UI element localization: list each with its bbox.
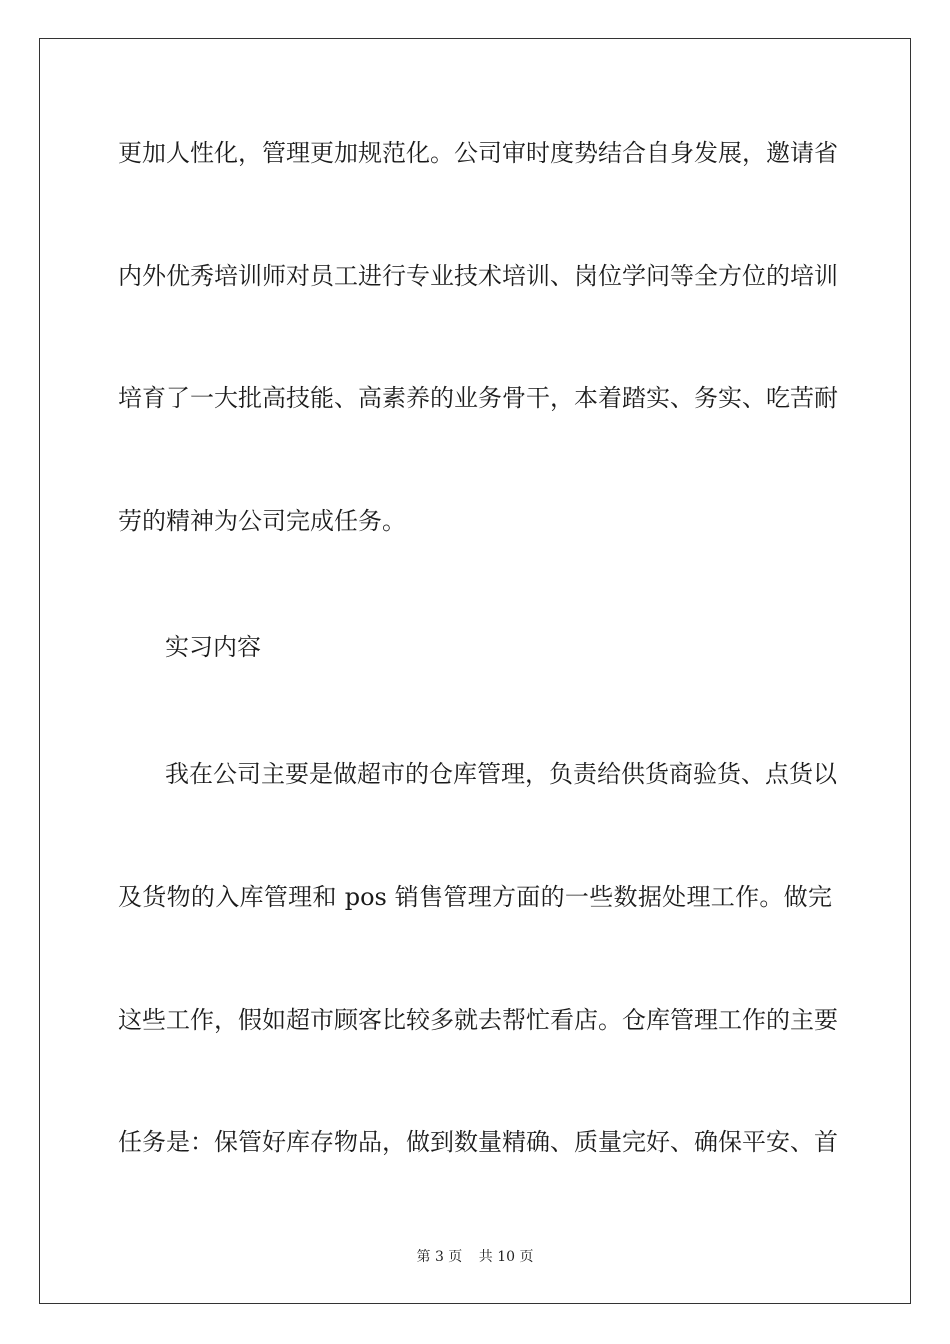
body-text-line: 更加人性化，管理更加规范化。公司审时度势结合自身发展，邀请省 [118,139,838,167]
body-text-line: 培育了一大批高技能、高素养的业务骨干，本着踏实、务实、吃苦耐 [118,384,838,412]
body-text-line: 这些工作，假如超市顾客比较多就去帮忙看店。仓库管理工作的主要 [118,1006,838,1034]
section-heading: 实习内容 [165,633,261,661]
body-text-line: 内外优秀培训师对员工进行专业技术培训、岗位学问等全方位的培训 [118,262,838,290]
page-total: 共 10 页 [478,1249,534,1265]
body-text-line: 劳的精神为公司完成任务。 [118,507,406,535]
body-text-line: 及货物的入库管理和 pos 销售管理方面的一些数据处理工作。做完 [118,883,832,911]
body-text-line: 我在公司主要是做超市的仓库管理，负责给供货商验货、点货以 [165,760,837,788]
page-number: 第 3 页 [416,1249,463,1265]
page-border [39,38,911,1304]
body-text-line: 任务是：保管好库存物品，做到数量精确、质量完好、确保平安、首 [118,1128,838,1156]
page-footer [0,1247,950,1267]
